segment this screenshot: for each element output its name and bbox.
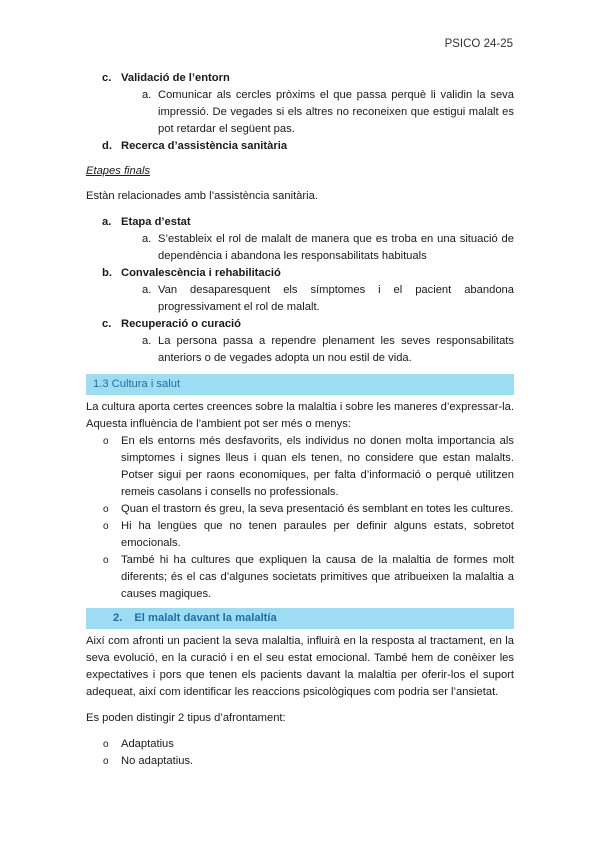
sub-list-marker: a. bbox=[142, 89, 152, 101]
sub-list-marker: a. bbox=[142, 335, 152, 347]
bullet-marker: o bbox=[103, 436, 109, 447]
bullet-text: No adaptatius. bbox=[121, 755, 194, 767]
paragraph: Així com afronti un pacient la seva malaltia, influirà en la resposta al tractament, en la seva evolució, en la curació i en el seu estat emocional. També hem de conèixer les expectatives i pors que tenen els pacients davant la malaltia per oferir-los el suport adequeat, així com identificar les reaccions psicològiques com podria ser l’ansietat. bbox=[86, 635, 514, 698]
bullet-marker: o bbox=[103, 756, 109, 767]
document-body bbox=[86, 70, 514, 770]
bullet-text: En els entorns més desfavorits, els individus no donen molta importancia als simptomes i signes lleus i quan els tenen, no considere que estan malalts. Potser sigui per raons economiques, per falta d’informació o perquè utilitzen remeis casolans i consells no professionals. bbox=[121, 435, 514, 498]
sub-list-text: S’estableix el rol de malalt de manera que es troba en una situació de dependència i abandona les responsabilitats habituals bbox=[158, 233, 514, 262]
sub-list-text: Van desaparesquent els símptomes i el pacient abandona progressivament el rol de malalt. bbox=[158, 284, 514, 313]
bullet-item bbox=[86, 433, 514, 501]
list-marker: c. bbox=[102, 72, 112, 84]
list-marker: d. bbox=[102, 140, 112, 152]
list-item-title: Etapa d’estat bbox=[121, 216, 191, 228]
bullet-text: També hi ha cultures que expliquen la causa de la malaltia de formes molt diferents; és el cas d’algunes societats primitives que atribueixen la malaltia a causes magiques. bbox=[121, 554, 514, 600]
paragraph: Estàn relacionades amb l’assistència sanitària. bbox=[86, 190, 318, 202]
bullet-text: Quan el trastorn és greu, la seva presentació és semblant en totes les cultures. bbox=[121, 503, 514, 515]
subheading-etapes-finals: Etapes finals bbox=[86, 165, 151, 177]
sub-list-item bbox=[86, 87, 514, 138]
list-marker: c. bbox=[102, 318, 112, 330]
bullet-marker: o bbox=[103, 521, 109, 532]
bullet-item bbox=[86, 518, 514, 552]
list-item-recerca bbox=[86, 138, 514, 155]
list-item-title: Recuperació o curació bbox=[121, 318, 241, 330]
list-item-title: Validació de l’entorn bbox=[121, 72, 230, 84]
list-marker: a. bbox=[102, 216, 112, 228]
list-item-convalescencia bbox=[86, 265, 514, 282]
sub-list-text: Comunicar als cercles pròxims el que passa perquè li validin la seva impressió. De vegades si els altres no reconeixen que estigui malalt es pot retardar el següent pas. bbox=[158, 89, 514, 135]
paragraph: Es poden distingir 2 tipus d’afrontament: bbox=[86, 712, 286, 724]
sub-list-marker: a. bbox=[142, 284, 152, 296]
list-item-etapa-estat bbox=[86, 214, 514, 231]
list-marker: b. bbox=[102, 267, 112, 279]
list-item-validacio bbox=[86, 70, 514, 87]
section-heading-cultura-salut: 1.3 Cultura i salut bbox=[86, 374, 514, 395]
paragraph: La cultura aporta certes creences sobre la malaltia i sobre les maneres d’expressar-la. Aquesta influència de l’ambient pot ser més o menys: bbox=[86, 401, 514, 430]
list-item-title: Recerca d’assistència sanitària bbox=[121, 140, 288, 152]
bullet-item bbox=[86, 501, 514, 518]
list-item-recuperacio bbox=[86, 316, 514, 333]
bullet-marker: o bbox=[103, 555, 109, 566]
bullet-text: Hi ha lengües que no tenen paraules per definir alguns estats, sobretot emocionals. bbox=[121, 520, 514, 549]
section-heading-malalt bbox=[86, 608, 514, 629]
sub-list-text: La persona passa a rependre plenament les seves responsabilitats anteriors o de vegades adopta un nou estil de vida. bbox=[158, 335, 514, 364]
section-number: 2. bbox=[113, 612, 123, 624]
bullet-marker: o bbox=[103, 739, 109, 750]
bullet-item bbox=[86, 552, 514, 603]
page-header: PSICO 24-25 bbox=[444, 38, 513, 50]
bullet-item bbox=[86, 753, 514, 770]
sub-list-marker: a. bbox=[142, 233, 152, 245]
list-item-title: Convalescència i rehabilitació bbox=[121, 267, 281, 279]
section-title: El malalt davant la malaltía bbox=[134, 612, 277, 624]
sub-list-item bbox=[86, 333, 514, 367]
bullet-marker: o bbox=[103, 504, 109, 515]
bullet-item bbox=[86, 736, 514, 753]
sub-list-item bbox=[86, 282, 514, 316]
bullet-text: Adaptatius bbox=[121, 738, 174, 750]
sub-list-item bbox=[86, 231, 514, 265]
